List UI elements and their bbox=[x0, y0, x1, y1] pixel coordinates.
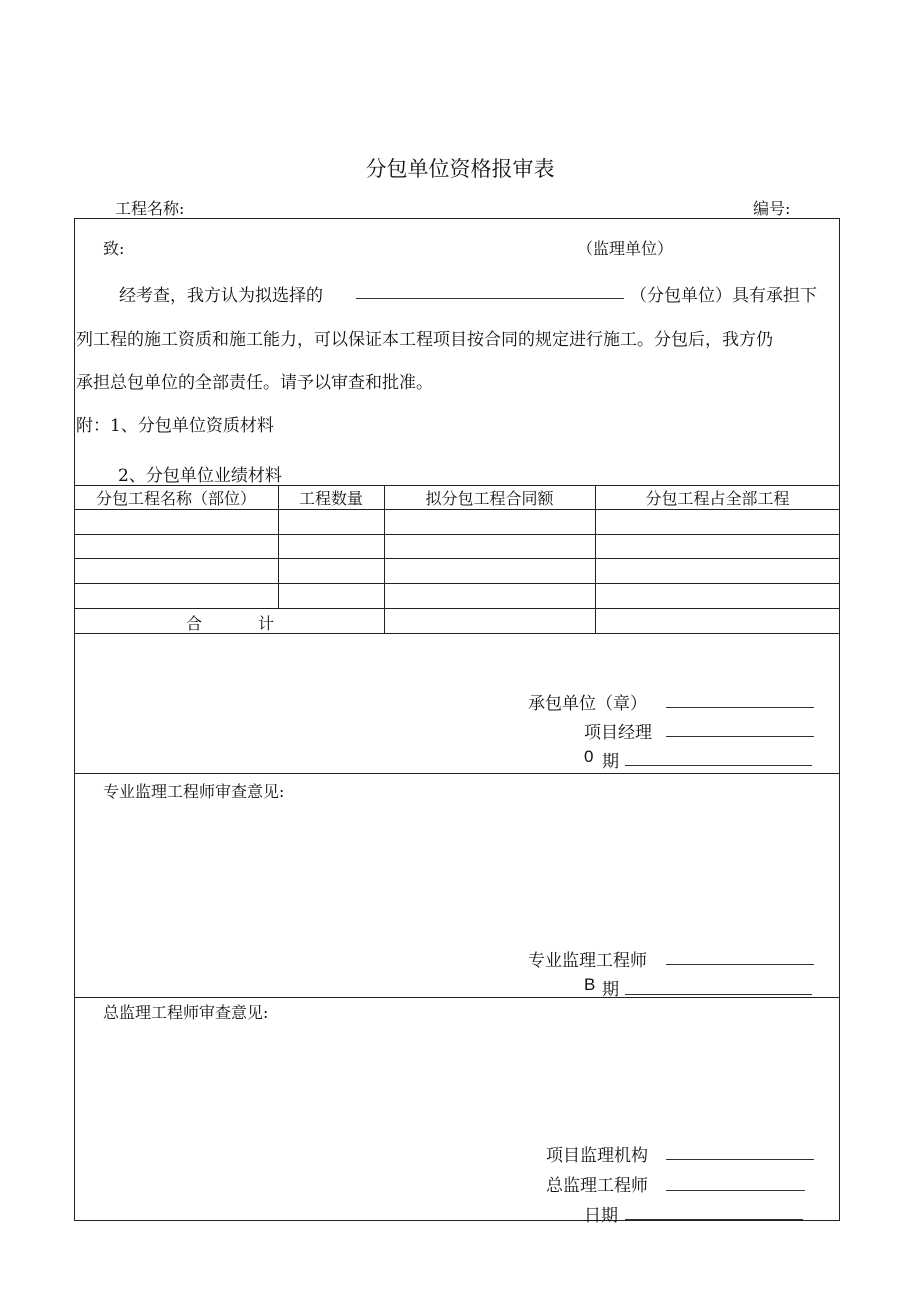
contractor-unit-blank[interactable] bbox=[666, 707, 814, 708]
contractor-date-blank[interactable] bbox=[625, 765, 812, 766]
specialist-opinion-label: 专业监理工程师审查意见: bbox=[103, 782, 285, 801]
table-header-contract-amount: 拟分包工程合同额 bbox=[425, 489, 554, 508]
supervision-org-blank[interactable] bbox=[666, 1159, 814, 1160]
letter-para1-after: （分包单位）具有承担下 bbox=[630, 286, 817, 306]
chief-opinion-label: 总监理工程师审查意见: bbox=[103, 1003, 269, 1022]
project-name-label: 工程名称: bbox=[115, 199, 185, 218]
project-manager-blank[interactable] bbox=[666, 736, 814, 737]
table-row-line bbox=[74, 583, 840, 584]
total-label-2: 计 bbox=[258, 614, 275, 633]
contractor-date-prefix: 0 bbox=[584, 747, 594, 766]
table-header-percentage: 分包工程占全部工程 bbox=[645, 489, 790, 508]
section-divider bbox=[74, 997, 840, 998]
table-row-line bbox=[74, 608, 840, 609]
supervisor-unit-label: （监理单位） bbox=[577, 239, 674, 258]
attachment-2: 2、分包单位业绩材料 bbox=[118, 466, 282, 486]
number-label: 编号: bbox=[753, 199, 791, 218]
letter-line2: 列工程的施工资质和施工能力，可以保证本工程项目按合同的规定进行施工。分包后，我方仍 bbox=[76, 330, 773, 350]
letter-para1-before: 经考查，我方认为拟选择的 bbox=[119, 286, 323, 306]
specialist-date-prefix: B bbox=[584, 975, 596, 994]
contractor-date-label: 期 bbox=[602, 752, 619, 772]
section-divider bbox=[74, 773, 840, 774]
total-label-1: 合 bbox=[186, 614, 203, 633]
subcontractor-blank[interactable] bbox=[356, 298, 624, 299]
table-row-line bbox=[74, 509, 840, 510]
table-header-name: 分包工程名称（部位） bbox=[95, 489, 256, 508]
table-row-line bbox=[74, 558, 840, 559]
project-manager-label: 项目经理 bbox=[584, 723, 652, 743]
page-title: 分包单位资格报审表 bbox=[365, 157, 555, 181]
table-row-line bbox=[74, 534, 840, 535]
attachment-1: 附：1、分包单位资质材料 bbox=[76, 416, 274, 436]
chief-date-label: 日期 bbox=[584, 1206, 618, 1226]
to-label: 致: bbox=[103, 239, 125, 258]
table-header-quantity: 工程数量 bbox=[298, 489, 363, 508]
letter-line3: 承担总包单位的全部责任。请予以审查和批准。 bbox=[76, 373, 433, 393]
specialist-date-label: 期 bbox=[602, 980, 619, 1000]
supervision-org-label: 项目监理机构 bbox=[546, 1146, 648, 1166]
contractor-unit-label: 承包单位（章） bbox=[528, 694, 647, 714]
specialist-date-blank[interactable] bbox=[625, 994, 812, 995]
chief-signer-blank[interactable] bbox=[666, 1190, 805, 1191]
chief-date-blank[interactable] bbox=[625, 1219, 803, 1220]
chief-signer-label: 总监理工程师 bbox=[546, 1176, 648, 1196]
specialist-signer-label: 专业监理工程师 bbox=[528, 951, 647, 971]
specialist-signer-blank[interactable] bbox=[666, 964, 814, 965]
